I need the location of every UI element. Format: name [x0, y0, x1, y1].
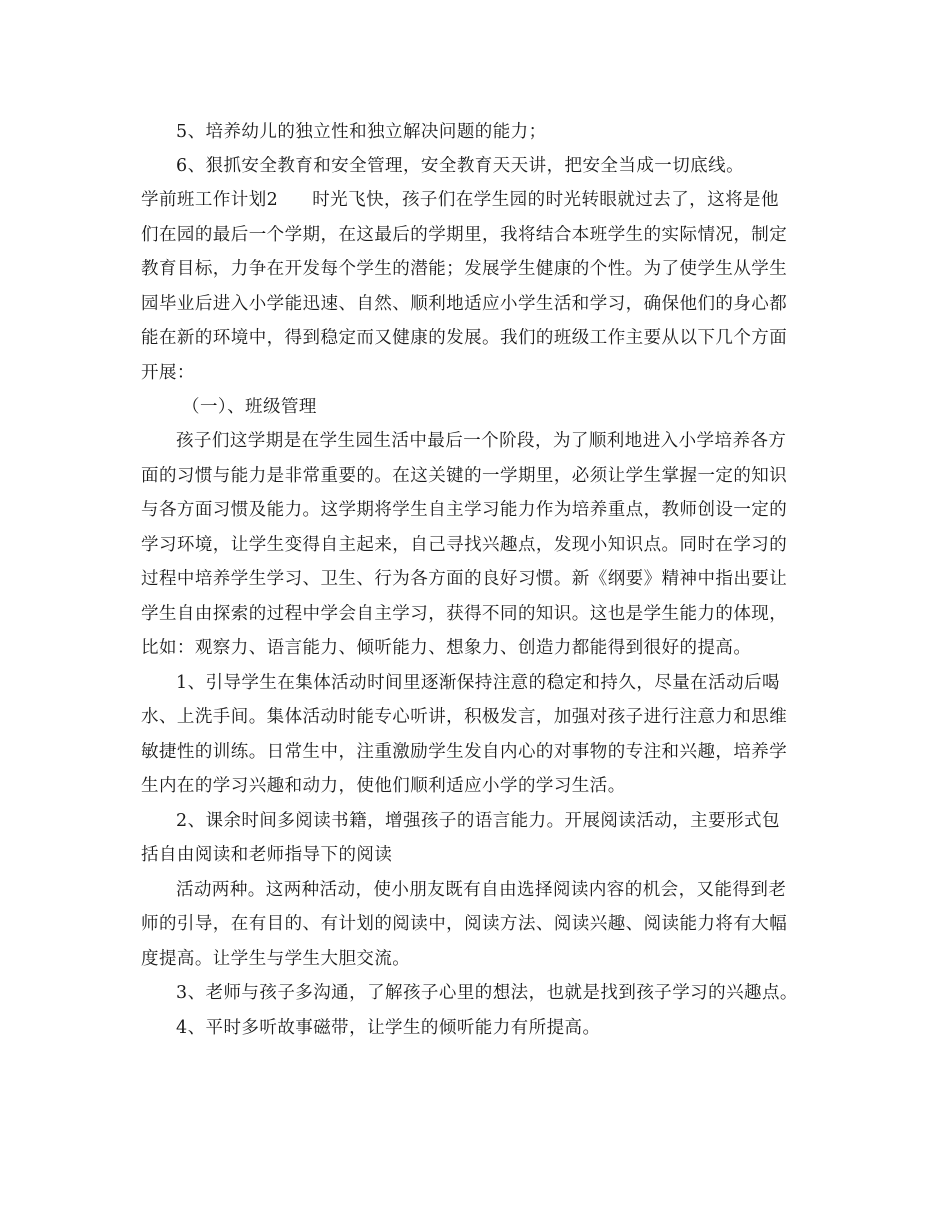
intro-line-5: 能在新的环境中，得到稳定而又健康的发展。我们的班级工作主要从以下几个方面 [141, 328, 788, 348]
intro-line-1 [141, 190, 779, 210]
intro-line-3: 教育目标，力争在开发每个学生的潜能；发展学生健康的个性。为了使学生从学生 [141, 259, 788, 279]
section-heading: （一）、班级管理 [182, 397, 317, 417]
section-line-7: 比如：观察力、语言能力、倾听能力、想象力、创造力都能得到很好的提高。 [141, 638, 752, 658]
point1-line-4: 生内在的学习兴趣和动力，使他们顺利适应小学的学习生活。 [141, 776, 626, 796]
intro-line-6: 开展： [141, 363, 195, 383]
intro-line-2: 们在园的最后一个学期，在这最后的学期里，我将结合本班学生的实际情况，制定 [141, 225, 788, 245]
section-line-2: 面的习惯与能力是非常重要的。在这关键的一学期里，必须让学生掌握一定的知识 [141, 466, 788, 486]
point4-line: 4、平时多听故事磁带，让学生的倾听能力有所提高。 [176, 1018, 601, 1038]
point1-line-2: 水、上洗手间。集体活动时能专心听讲，积极发言，加强对孩子进行注意力和思维 [141, 707, 788, 727]
section-line-3: 与各方面习惯及能力。这学期将学生自主学习能力作为培养重点，教师创设一定的 [141, 500, 788, 520]
point1-line-3: 敏捷性的训练。日常生中，注重激励学生发自内心的对事物的专注和兴趣，培养学 [141, 742, 788, 762]
section-line-6: 学生自由探索的过程中学会自主学习，获得不同的知识。这也是学生能力的体现， [141, 604, 788, 624]
point2-line-1: 2、课余时间多阅读书籍，增强孩子的语言能力。开展阅读活动，主要形式包 [176, 811, 780, 831]
plan-title: 学前班工作计划2 [141, 190, 279, 210]
section-line-4: 学习环境，让学生变得自主起来，自己寻找兴趣点，发现小知识点。同时在学习的 [141, 535, 788, 555]
list-item-6: 6、狠抓安全教育和安全管理，安全教育天天讲，把安全当成一切底线。 [176, 156, 745, 176]
intro-line-4: 园毕业后进入小学能迅速、自然、顺利地适应小学生活和学习，确保他们的身心都 [141, 294, 788, 314]
point2-cont-line-2: 师的引导，在有目的、有计划的阅读中，阅读方法、阅读兴趣、阅读能力将有大幅 [141, 914, 788, 934]
point2-cont-line-3: 度提高。让学生与学生大胆交流。 [141, 949, 411, 969]
point3-line: 3、老师与孩子多沟通，了解孩子心里的想法，也就是找到孩子学习的兴趣点。 [176, 983, 798, 1003]
intro-text-1: 时光飞快，孩子们在学生园的时光转眼就过去了，这将是他 [312, 190, 779, 210]
section-line-5: 过程中培养学生学习、卫生、行为各方面的良好习惯。新《纲要》精神中指出要让 [141, 569, 788, 589]
point1-line-1: 1、引导学生在集体活动时间里逐渐保持注意的稳定和持久，尽量在活动后喝 [176, 673, 780, 693]
list-item-5: 5、培养幼儿的独立性和独立解决问题的能力； [176, 122, 547, 142]
point2-cont-line-1: 活动两种。这两种活动，使小朋友既有自由选择阅读内容的机会，又能得到老 [176, 880, 787, 900]
section-line-1: 孩子们这学期是在学生园生活中最后一个阶段，为了顺利地进入小学培养各方 [176, 431, 787, 451]
point2-line-2: 括自由阅读和老师指导下的阅读 [141, 845, 393, 865]
